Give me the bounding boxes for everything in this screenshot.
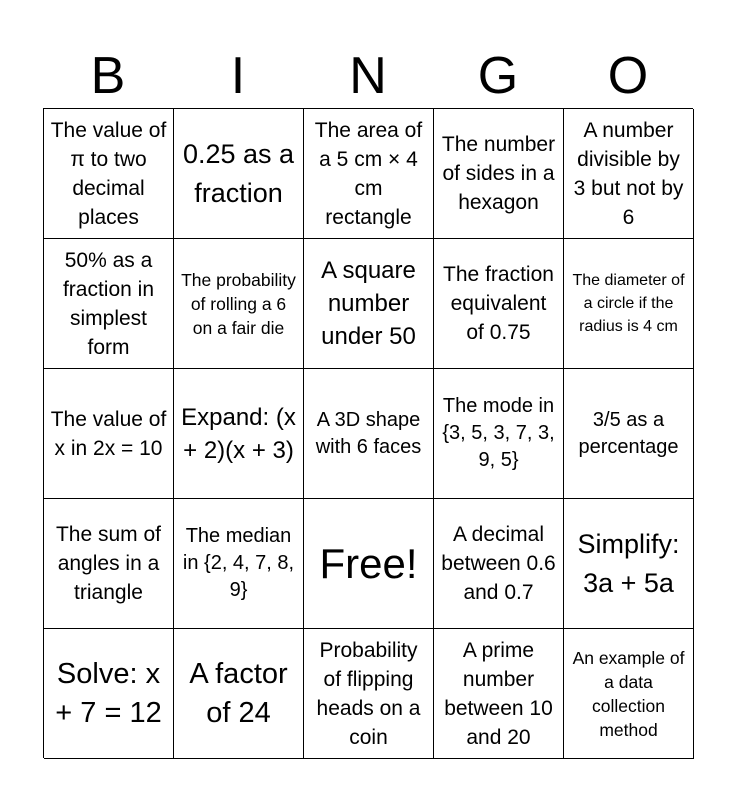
cell-text: 0.25 as a fraction [182,138,295,208]
cell-text: The fraction equivalent of 0.75 [443,263,554,344]
cell-text: The sum of angles in a triangle [55,523,162,604]
cell-text: 3/5 as a percentage [578,408,679,458]
bingo-cell[interactable] [304,239,434,369]
bingo-cell[interactable] [434,369,564,499]
cell-text: The median in {2, 4, 7, 8, 9} [182,525,295,601]
bingo-card [43,108,693,758]
cell-text: A square number under 50 [321,257,416,350]
bingo-cell[interactable] [174,239,304,369]
bingo-cell[interactable] [44,109,174,239]
header-letter-b: B [90,47,126,105]
header-letter-o: O [607,47,649,105]
bingo-cell[interactable] [304,369,434,499]
bingo-cell[interactable] [434,109,564,239]
bingo-cell[interactable] [44,239,174,369]
cell-text: The probability of rolling a 6 on a fair die [181,269,296,338]
cell-text: Expand: (x + 2)(x + 3) [181,403,296,464]
bingo-header [43,44,693,108]
cell-text: A 3D shape with 6 faces [315,408,422,458]
cell-text: A number divisible by 3 but not by 6 [573,118,684,229]
cell-text: The value of π to two decimal places [50,118,167,229]
bingo-cell[interactable] [564,499,694,629]
bingo-cell[interactable] [174,109,304,239]
bingo-cell[interactable] [564,109,694,239]
cell-text: An example of a data collection method [572,647,685,740]
cell-text: A factor of 24 [189,657,288,729]
free-space-text: Free! [319,539,418,587]
bingo-cell[interactable] [564,629,694,759]
cell-text: The value of x in 2x = 10 [50,407,167,460]
cell-text: The number of sides in a hexagon [441,133,556,214]
cell-text: 50% as a fraction in simplest form [62,248,155,359]
bingo-cell[interactable] [434,499,564,629]
cell-text: A decimal between 0.6 and 0.7 [441,523,556,604]
header-letter-i: I [230,47,246,105]
header-letter-g: G [477,47,519,105]
bingo-cell[interactable] [44,629,174,759]
cell-text: Probability of flipping heads on a coin [316,638,421,749]
bingo-cell[interactable] [434,239,564,369]
bingo-cell[interactable] [44,499,174,629]
cell-text: Simplify: 3a + 5a [577,528,680,598]
cell-text: The mode in {3, 5, 3, 7, 3, 9, 5} [442,395,555,471]
bingo-cell[interactable] [174,629,304,759]
cell-text: The area of a 5 cm × 4 cm rectangle [314,118,423,229]
header-letter-n: N [349,47,387,105]
cell-text: A prime number between 10 and 20 [444,638,553,749]
bingo-cell[interactable] [304,109,434,239]
bingo-cell[interactable] [564,369,694,499]
cell-text: The diameter of a circle if the radius is 4 cm [572,272,685,335]
bingo-cell[interactable] [44,369,174,499]
bingo-cell[interactable] [304,629,434,759]
bingo-cell[interactable] [174,499,304,629]
cell-text: Solve: x + 7 = 12 [55,657,162,729]
bingo-cell[interactable] [174,369,304,499]
bingo-cell[interactable] [434,629,564,759]
free-space[interactable] [304,499,434,629]
bingo-cell[interactable] [564,239,694,369]
